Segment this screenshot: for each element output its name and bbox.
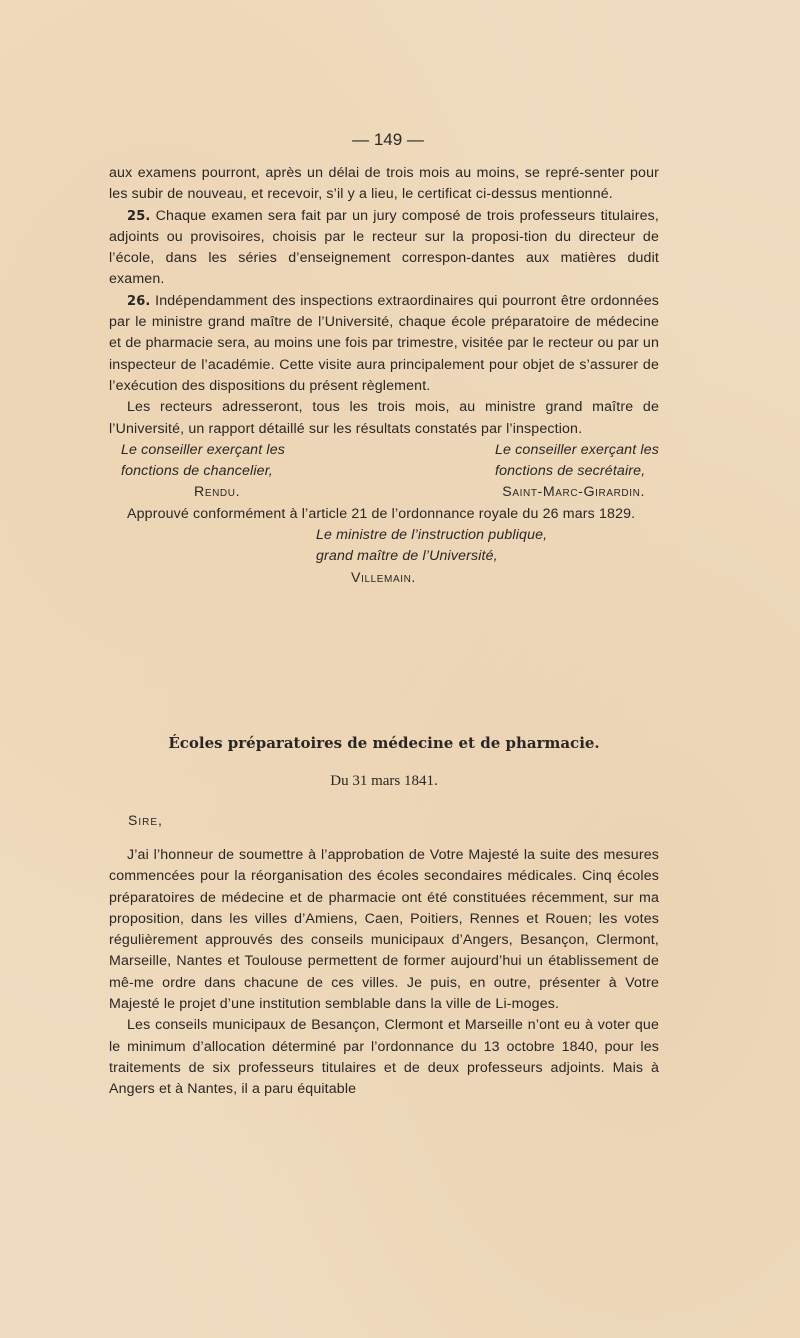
minister-title-1: Le ministre de l’instruction publique,	[316, 527, 548, 544]
chancelier-title-2: fonctions de chancelier,	[121, 463, 273, 480]
section-title: Écoles préparatoires de médecine et de pharmacie.	[168, 734, 600, 752]
paragraph-recteurs: Les recteurs adresseront, tous les trois mois, au ministre grand maître de l’Université, un rapport détaillé sur les résultats constatés par l’inspection.	[109, 399, 659, 437]
secretaire-signature	[495, 440, 659, 483]
page-number: — 149 —	[352, 130, 424, 149]
letter-paragraph-2: Les conseils municipaux de Besançon, Clermont et Marseille n’ont eu à voter que le minimum d’allocation déterminé par l’ordonnance du 13 octobre 1840, pour les traitements de six professeurs titulaires et de deux professeurs adjoints. Mais à Angers et à Nantes, il a paru équitable	[109, 1017, 659, 1098]
regulation-text	[109, 163, 659, 589]
letter-paragraph-1: J’ai l’honneur de soumettre à l’approbation de Votre Majesté la suite des mesures commencées pour la réorganisation des écoles secondaires médicales. Cinq écoles préparatoires de médecine et de pharmacie ont été constituées récemment, sur ma proposition, dans les villes d’Amiens, Caen, Poitiers, Rennes et Rouen; les votes régulièrement approuvés des conseils municipaux d’Angers, Besançon, Clermont, Marseille, Nantes et Toulouse permettent de former aujourd’hui un établissement de mê-me ordre dans chacune de ces villes. Je puis, en outre, présenter à Votre Majesté le projet d’une institution semblable dans la ville de Li-moges.	[109, 847, 659, 1013]
signature-titles	[109, 440, 659, 483]
chancelier-title-1: Le conseiller exerçant les	[121, 441, 285, 458]
minister-name: Villemain.	[351, 569, 416, 586]
secretaire-name: Saint-Marc-Girardin.	[502, 484, 645, 501]
chancelier-name: Rendu.	[194, 484, 241, 501]
approval-line: Approuvé conformément à l’article 21 de l’ordonnance royale du 26 mars 1829.	[127, 505, 636, 522]
paragraph-continuation: aux examens pourront, après un délai de trois mois au moins, se repré-senter pour les subir de nouveau, et recevoir, s’il y a lieu, le certificat ci-dessus mentionné.	[109, 165, 659, 203]
section-date: Du 31 mars 1841.	[330, 773, 438, 789]
article-26	[109, 291, 659, 397]
chancelier-signature	[109, 440, 285, 483]
article-text: Chaque examen sera fait par un jury composé de trois professeurs titulaires, adjoints ou provisoires, choisis par le recteur sur la proposi-tion du directeur de l’école, dans les séries d’enseignement correspon-dantes aux matières dudit examen.	[109, 207, 659, 288]
secretaire-title-1: Le conseiller exerçant les	[495, 441, 659, 458]
article-number: 25.	[127, 208, 151, 224]
secretaire-title-2: fonctions de secrétaire,	[495, 463, 646, 480]
letter-text	[109, 845, 659, 1101]
salutation: Sire,	[128, 812, 163, 828]
signature-names	[109, 482, 659, 503]
article-number: 26.	[127, 293, 151, 309]
article-text: Indépendamment des inspections extraordinaires qui pourront être ordonnées par le ministre grand maître de l’Université, chaque école préparatoire de médecine et de pharmacie sera, au moins une fois par trimestre, visitée par le recteur ou par un inspecteur de l’académie. Cette visite aura principalement pour objet de s’assurer de l’exécution des dispositions du présent règlement.	[109, 292, 659, 394]
minister-title-2: grand maître de l’Université,	[316, 548, 498, 565]
article-25	[109, 206, 659, 291]
